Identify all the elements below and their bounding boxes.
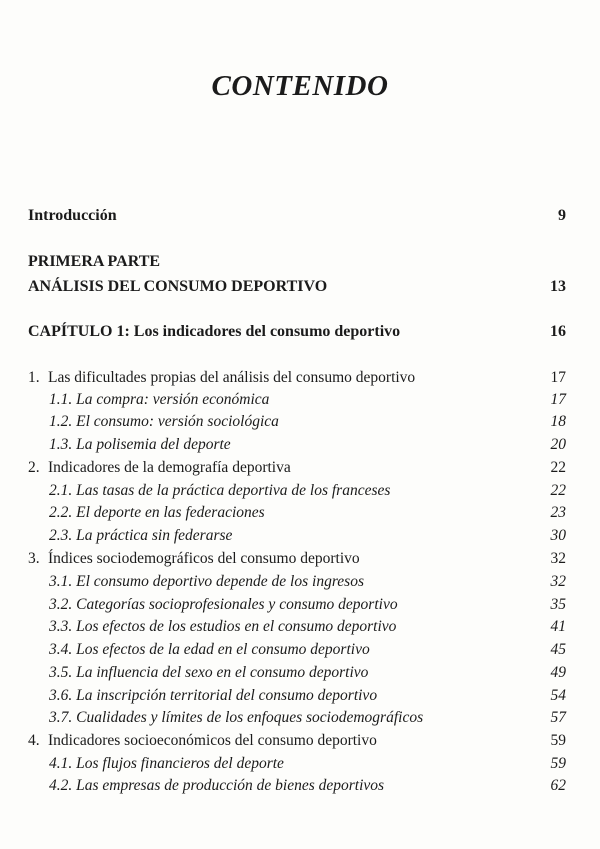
toc-entry-page: 17 (550, 391, 566, 408)
toc-section-number: 1. (28, 369, 40, 386)
toc-entry-page: 23 (550, 504, 566, 521)
toc-entry-part (28, 278, 566, 296)
toc-entry-page: 30 (550, 527, 566, 544)
page-title: CONTENIDO (211, 70, 389, 102)
toc-entry-page: 13 (550, 278, 566, 295)
toc-subsection (49, 755, 566, 773)
toc-subsection (49, 777, 566, 795)
part-label: PRIMERA PARTE (28, 253, 161, 270)
toc-section-number: 4. (28, 732, 40, 749)
toc-entry-label: 2.1. Las tasas de la práctica deportiva de los franceses (49, 482, 391, 499)
toc-subsection (49, 641, 566, 659)
toc-entry-label: 4.1. Los flujos financieros del deporte (49, 755, 284, 772)
toc-entry-label: Indicadores socioeconómicos del consumo deportivo (48, 732, 377, 749)
toc-entry-label: 3.1. El consumo deportivo depende de los ingresos (49, 573, 364, 590)
toc-subsection (49, 664, 566, 682)
toc-entry-chapter (28, 323, 566, 341)
toc-subsection (49, 391, 566, 409)
toc-subsection (49, 436, 566, 454)
toc-entry-label: 3.3. Los efectos de los estudios en el consumo deportivo (49, 618, 397, 635)
toc-entry-page: 62 (550, 777, 566, 794)
toc-entry-label: 3.7. Cualidades y límites de los enfoques sociodemográficos (49, 709, 424, 726)
toc-entry-page: 49 (550, 664, 566, 681)
toc-entry-label: 3.5. La influencia del sexo en el consumo deportivo (49, 664, 369, 681)
toc-entry-label: Las dificultades propias del análisis del consumo deportivo (48, 369, 416, 386)
toc-subsection (49, 709, 566, 727)
toc-entry-label: 1.2. El consumo: versión sociológica (49, 413, 279, 430)
toc-entry-page: 22 (550, 482, 566, 499)
toc-section (28, 459, 566, 477)
toc-entry-page: 59 (550, 732, 566, 749)
toc-entry-label: Introducción (28, 207, 117, 224)
toc-entry-page: 41 (550, 618, 566, 635)
toc-subsection (49, 527, 566, 545)
toc-entry-page: 20 (550, 436, 566, 453)
toc-entry-page: 32 (550, 550, 566, 567)
toc-entry-label: 3.2. Categorías socioprofesionales y consumo deportivo (49, 596, 398, 613)
toc-subsection (49, 413, 566, 431)
toc-section-number: 3. (28, 550, 40, 567)
toc-entry-page: 16 (550, 323, 566, 340)
toc-entry-label: Indicadores de la demografía deportiva (48, 459, 291, 476)
toc-section (28, 550, 566, 568)
toc-entry-page: 9 (558, 207, 566, 224)
toc-section (28, 732, 566, 750)
toc-entry-page: 54 (550, 687, 566, 704)
toc-subsection (49, 596, 566, 614)
toc-subsection (49, 504, 566, 522)
toc-entry-page: 32 (550, 573, 566, 590)
toc-entry-page: 22 (550, 459, 566, 476)
toc-entry-label: 1.3. La polisemia del deporte (49, 436, 231, 453)
toc-entry-label: 3.6. La inscripción territorial del consumo deportivo (49, 687, 378, 704)
toc-subsection (49, 687, 566, 705)
toc-entry-introduction (28, 207, 566, 225)
toc-entry-label: Índices sociodemográficos del consumo deportivo (48, 550, 360, 567)
toc-entry-label: 3.4. Los efectos de la edad en el consumo deportivo (49, 641, 370, 658)
toc-entry-label: CAPÍTULO 1: Los indicadores del consumo deportivo (28, 323, 401, 340)
toc-entry-page: 45 (550, 641, 566, 658)
toc-entry-page: 57 (550, 709, 566, 726)
toc-section (28, 369, 566, 387)
toc-entry-label: 2.3. La práctica sin federarse (49, 527, 233, 544)
toc-entry-page: 17 (550, 369, 566, 386)
toc-entry-page: 18 (550, 413, 566, 430)
toc-entry-label: ANÁLISIS DEL CONSUMO DEPORTIVO (28, 278, 328, 295)
toc-subsection (49, 573, 566, 591)
toc-entry-page: 35 (550, 596, 566, 613)
toc-entry-label: 1.1. La compra: versión económica (49, 391, 270, 408)
toc-section-number: 2. (28, 459, 40, 476)
toc-entry-label: 2.2. El deporte en las federaciones (49, 504, 265, 521)
toc-subsection (49, 482, 566, 500)
toc-entry-page: 59 (550, 755, 566, 772)
toc-entry-label: 4.2. Las empresas de producción de bienes deportivos (49, 777, 385, 794)
toc-subsection (49, 618, 566, 636)
